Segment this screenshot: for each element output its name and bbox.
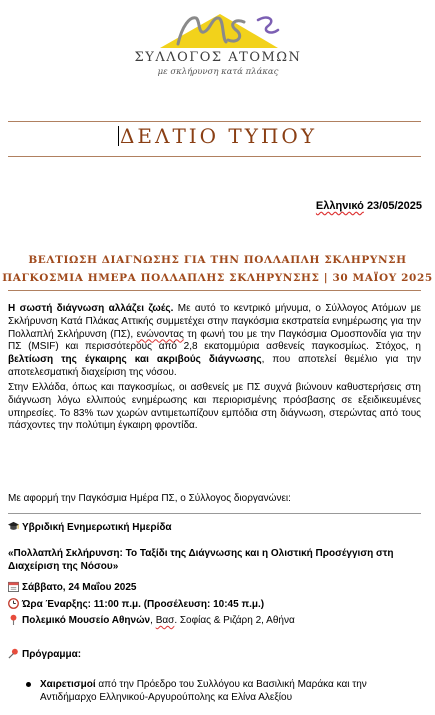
location-address: . Σοφίας & Ριζάρη 2, Αθήνα [174,615,295,626]
paragraph-1 [8,303,421,380]
program-item-bold: Χαιρετισμοί [40,679,96,690]
clock-icon [8,598,19,609]
intro-line: Με αφορμή την Παγκόσμια Ημέρα ΠΣ, ο Σύλλογος διοργανώνει: [8,493,291,504]
pin-icon [8,614,19,625]
paragraph-2: Στην Ελλάδα, όπως και παγκοσμίως, οι ασθενείς με ΠΣ συχνά βιώνουν καθυστερήσεις στη διάγνωση λόγω ελλιπούς ενημέρωσης και περιορισμένης πρόσβασης σε εξειδικευμένες υπηρεσίες. Το 83% των χωρών αντιμετωπίζουν εμπόδια στη διάγνωση, στερώντας από τους πάσχοντες την πολύτιμη έγκαιρη φροντίδα. [8,382,421,432]
p1-text-a: Με αυτό το κεντρικό μήνυμα, ο Σύλλογος Ατόμων με Σκλήρυνση Κατά Πλάκας Αττικής συμμετέχει στην παγκόσμια εκστρατεία ενημέρωσης για την Πολλαπλή Σκλήρυνση (ΠΣ), [8,303,421,340]
event-date-text: Σάββατο, 24 Μαΐου 2025 [22,582,137,593]
location-venue: Πολεμικό Μουσείο Αθηνών [22,615,151,626]
event-location: Πολεμικό Μουσείο Αθηνών, Βασ. Σοφίας & Ριζάρη 2, Αθήνα [8,614,421,627]
logo-graphic [108,8,328,52]
logo-tagline: με σκλήρυνση κατά πλάκας [157,67,279,77]
p1-text-b: τη φωνή του με την Παγκόσμια Ομοσπονδία για την ΠΣ (MSIF) και περισσότερους από 2,8 εκατομμύρια ασθενείς παγκοσμίως. Στόχος, η [8,328,421,353]
logo-swirl [258,18,278,33]
event-time-text: Ώρα Έναρξης: 11:00 π.μ. (Προσέλευση: 10:45 π.μ.) [22,599,265,610]
program-item [40,678,421,704]
location-spell-flag: Βασ [155,615,175,626]
program-heading [8,648,421,661]
title-text: ΔΕΛΤΙΟ ΤΥΠΟΥ [119,124,318,148]
bullet-icon [26,682,31,687]
event-time [8,598,421,611]
section-rule [8,513,421,514]
calendar-icon [8,581,19,592]
program-heading-text: Πρόγραμμα: [22,649,82,660]
headline-line-2: ΠΑΓΚΟΣΜΙΑ ΗΜΕΡΑ ΠΟΛΛΑΠΛΗΣ ΣΚΛΗΡΥΝΣΗΣ | 30 ΜΑΪΟΥ 2025 [2,272,433,284]
event-type-text: Υβριδική Ενημερωτική Ημερίδα [22,522,172,533]
text-cursor [118,126,119,146]
pushpin-icon [8,648,19,659]
graduation-cap-icon [8,521,19,532]
date-line [316,200,422,212]
logo-org-name: ΣΥΛΛΟΓΟΣ ΑΤΟΜΩΝ [134,50,302,65]
logo [108,8,328,78]
document-title[interactable] [0,124,435,148]
title-bottom-rule [8,156,421,157]
p1-spell-flag: ενώνοντας [136,328,184,340]
p1-text-c: , που αποτελεί θεμέλιο για την αποτελεσματική διαχείριση της νόσου. [8,354,421,378]
event-date [8,581,421,594]
headline-line-1: ΒΕΛΤΙΩΣΗ ΔΙΑΓΝΩΣΗΣ ΓΙΑ ΤΗΝ ΠΟΛΛΑΠΛΗ ΣΚΛΗΡΥΝΣΗ [28,254,407,266]
event-type [8,521,421,534]
date-city: Ελληνικό [315,200,364,212]
title-top-rule [8,121,421,122]
date-value: 23/05/2025 [366,200,422,212]
p1-lead: Η σωστή διάγνωση αλλάζει ζωές. [8,303,174,314]
event-title: «Πολλαπλή Σκλήρυνση: Το Ταξίδι της Διάγνωσης και η Ολιστική Προσέγγιση στη Διαχείριση της Νόσου» [8,548,394,572]
program-item-text: από την Πρόεδρο του Συλλόγου κα Βασιλική Μαράκα και την Αντιδήμαρχο Ελληνικού-Αργυρούπολης κα Ελίνα Αλεξίου [40,679,367,703]
p1-bold-mid: βελτίωση της έγκαιρης και ακριβούς διάγνωσης [8,354,262,366]
headline-rule [8,290,421,291]
